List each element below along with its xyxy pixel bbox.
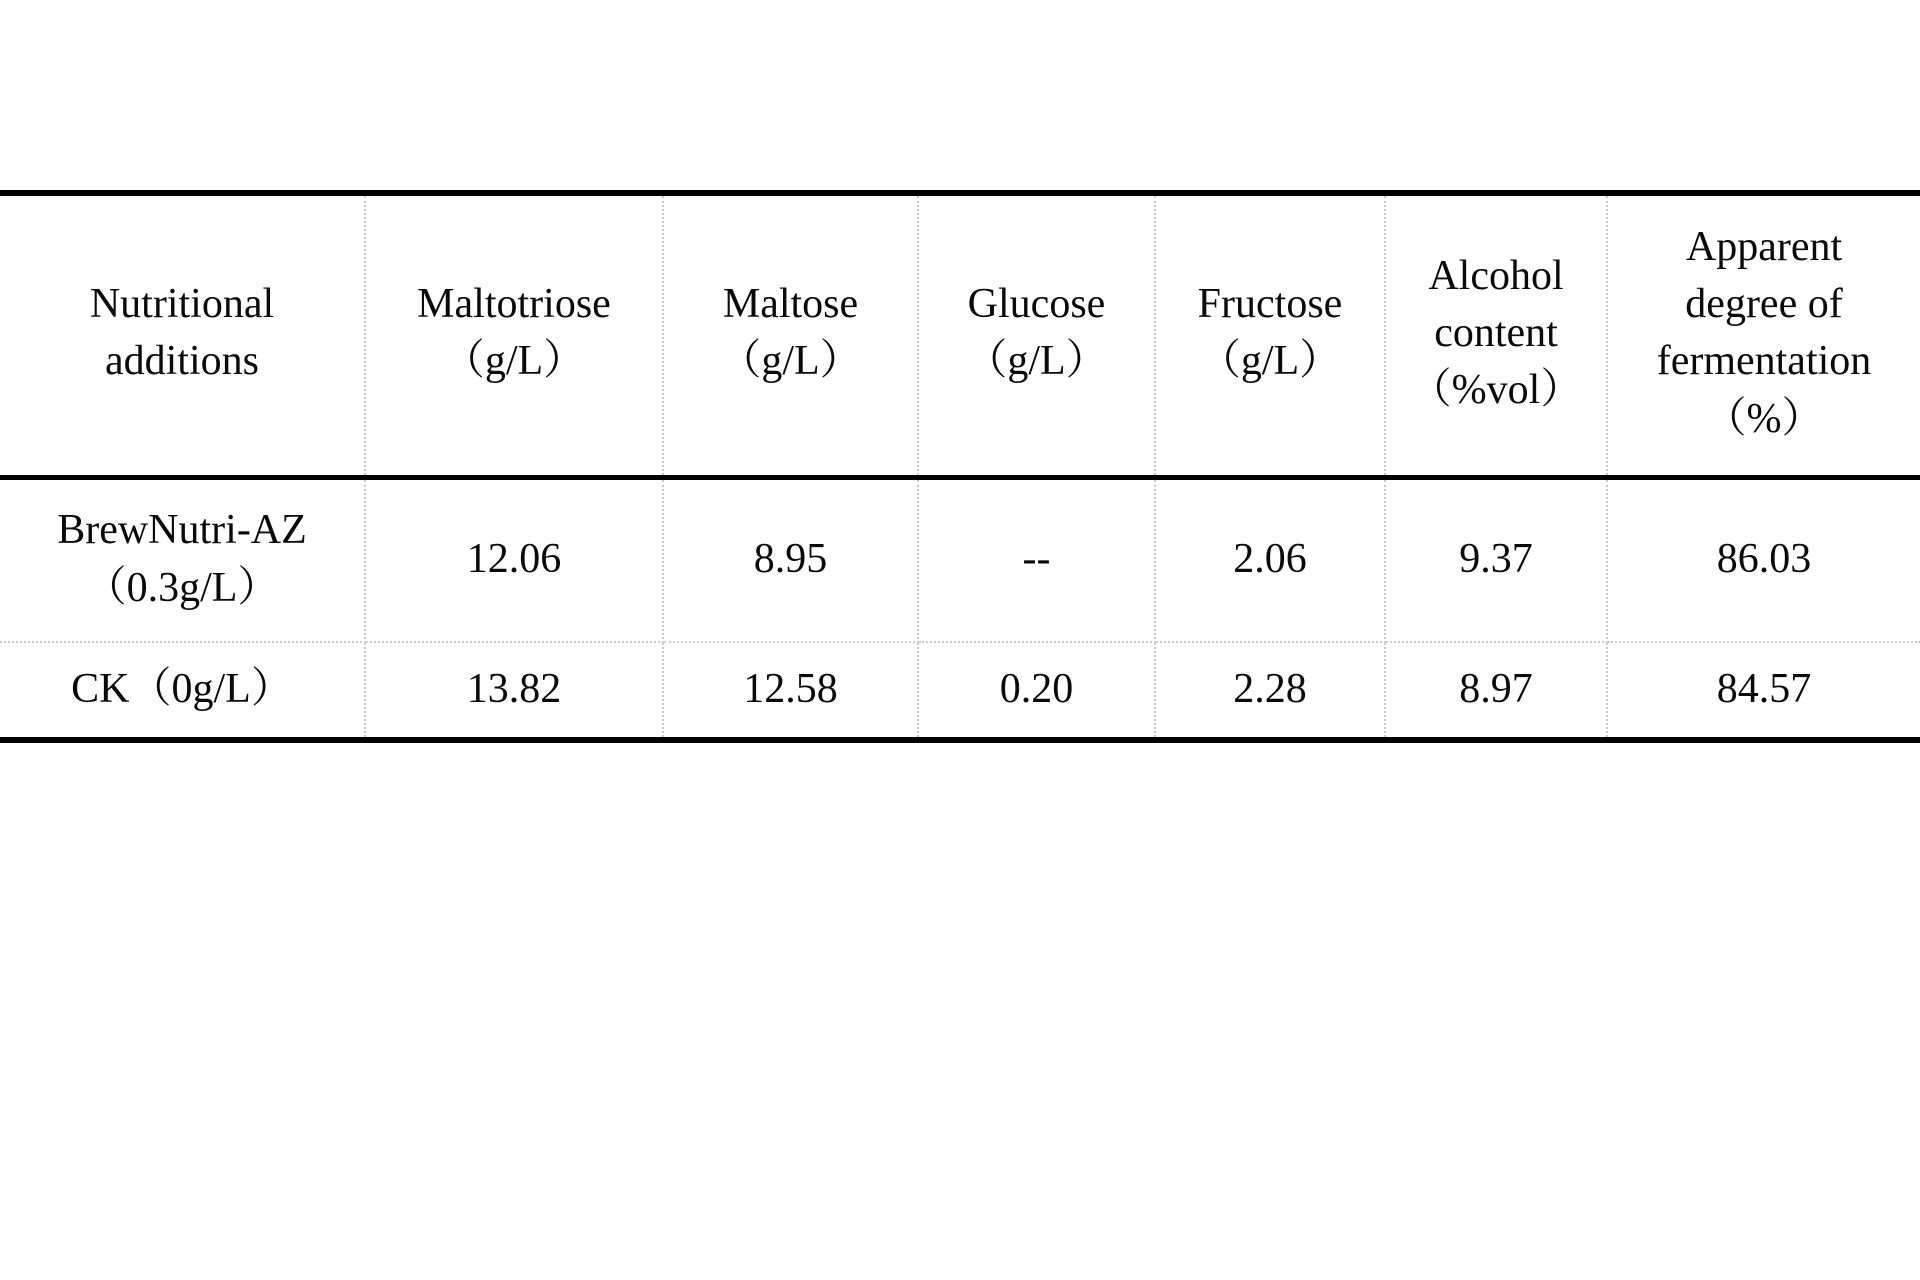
cell-fructose: 2.06: [1155, 477, 1385, 642]
header-line: additions: [105, 338, 259, 385]
header-line: fermentation: [1656, 338, 1872, 385]
row-label-ck: [0, 642, 365, 741]
cell-maltose: 8.95: [663, 477, 918, 642]
results-table-container: [0, 190, 1920, 743]
header-unit: （g/L）: [1198, 338, 1342, 385]
cell-alcohol-content: 9.37: [1385, 477, 1607, 642]
table-body: [0, 477, 1920, 740]
column-header-alcohol-content: [1385, 193, 1607, 477]
cell-maltotriose: 12.06: [365, 477, 663, 642]
cell-fructose: 2.28: [1155, 642, 1385, 741]
results-table: [0, 190, 1920, 743]
table-row: [0, 477, 1920, 642]
row-label-dose: （0.3g/L）: [84, 565, 280, 612]
header-unit: （g/L）: [965, 338, 1108, 385]
cell-maltose: 12.58: [663, 642, 918, 741]
table-row: [0, 642, 1920, 741]
header-line: Glucose: [967, 281, 1106, 328]
header-unit: （%）: [1704, 395, 1824, 442]
row-label-brewnutri-az: [0, 477, 365, 642]
column-header-fructose: [1155, 193, 1385, 477]
table-header: [0, 193, 1920, 477]
header-unit: （g/L）: [719, 338, 862, 385]
cell-maltotriose: 13.82: [365, 642, 663, 741]
header-unit: （g/L）: [442, 338, 586, 385]
cell-alcohol-content: 8.97: [1385, 642, 1607, 741]
cell-apparent-degree: 86.03: [1607, 477, 1920, 642]
cell-glucose: 0.20: [918, 642, 1155, 741]
header-line: Fructose: [1197, 281, 1343, 328]
column-header-nutritional-additions: [0, 193, 365, 477]
header-line: Maltose: [722, 281, 859, 328]
cell-apparent-degree: 84.57: [1607, 642, 1920, 741]
header-line: content: [1434, 309, 1558, 356]
table-header-row: [0, 193, 1920, 477]
column-header-maltotriose: [365, 193, 663, 477]
column-header-apparent-degree-of-fermentation: [1607, 193, 1920, 477]
row-label-line: BrewNutri-AZ: [57, 506, 307, 553]
column-header-maltose: [663, 193, 918, 477]
header-line: Nutritional: [89, 281, 275, 328]
column-header-glucose: [918, 193, 1155, 477]
row-label-line: CK（0g/L）: [71, 665, 293, 712]
header-unit: （%vol）: [1409, 367, 1583, 414]
header-line: Maltotriose: [417, 281, 611, 328]
header-line: Alcohol: [1428, 252, 1564, 299]
header-line: Apparent: [1685, 224, 1843, 270]
header-line: degree of: [1685, 281, 1843, 328]
cell-glucose: --: [918, 477, 1155, 642]
